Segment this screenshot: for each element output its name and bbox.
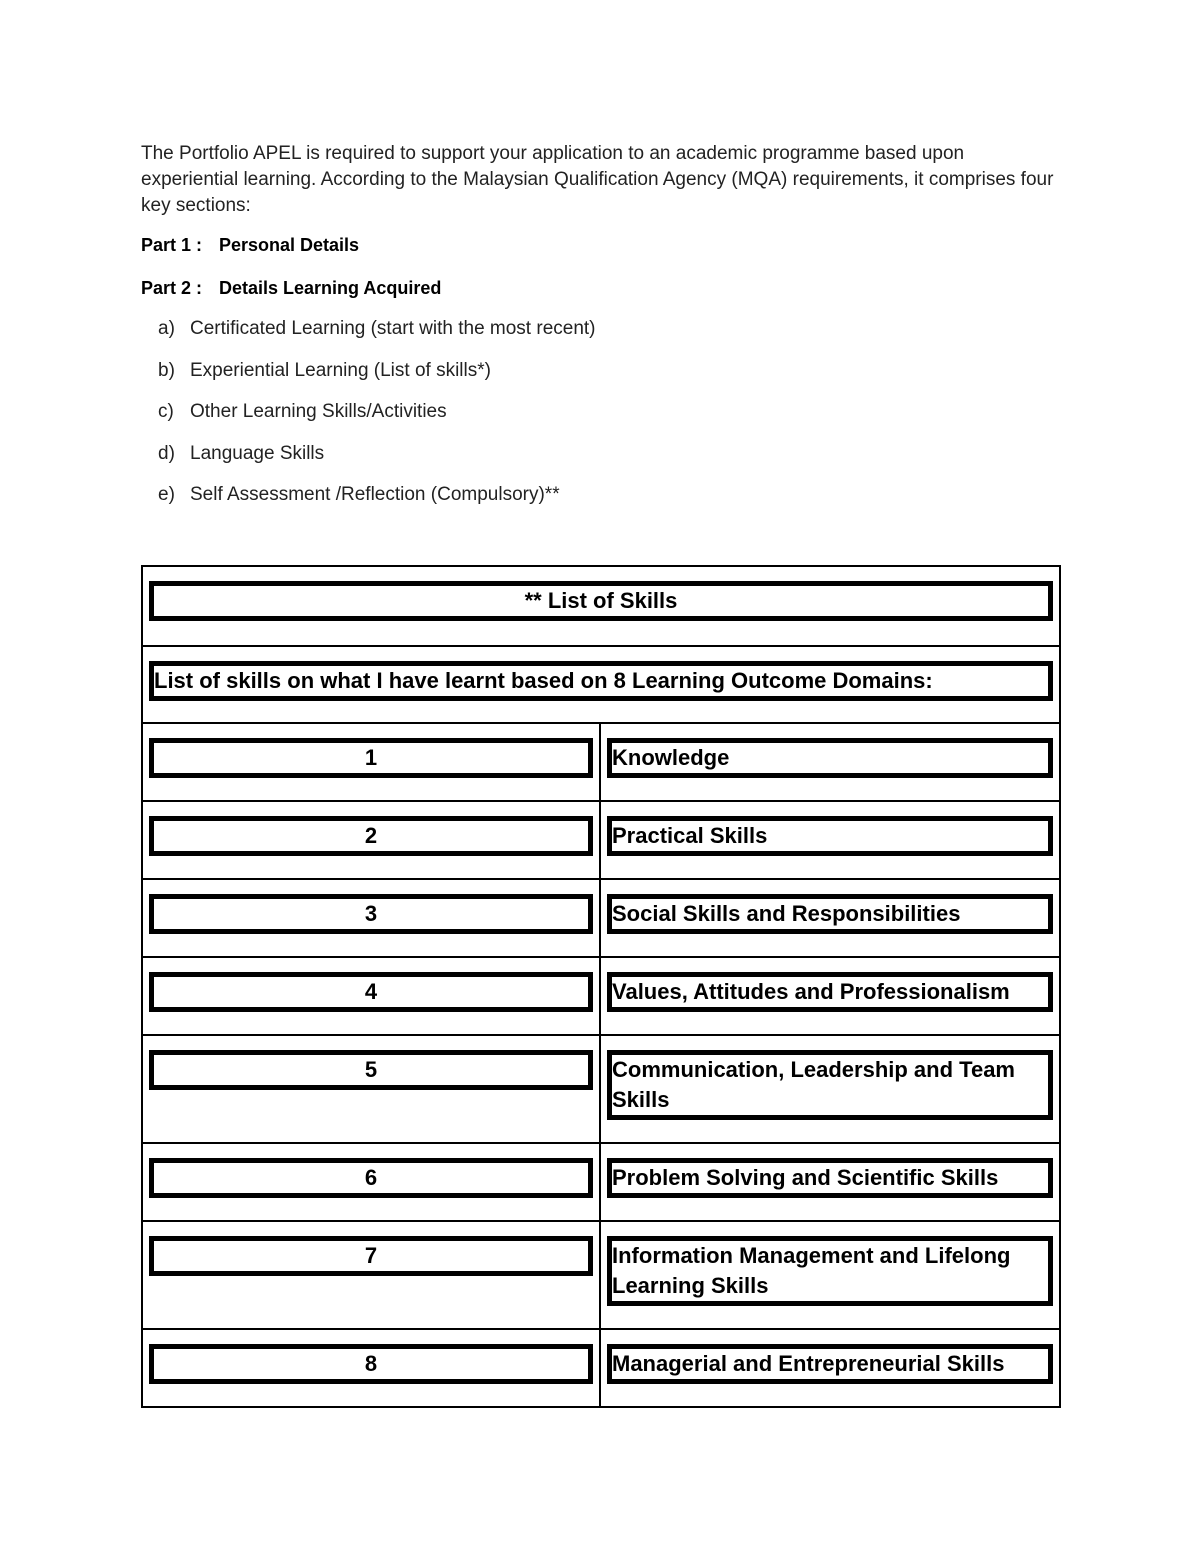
domain-number: 1	[149, 738, 593, 778]
table-row	[142, 801, 1060, 879]
domain-name: Communication, Leadership and Team Skills	[607, 1050, 1053, 1120]
part-title: Details Learning Acquired	[219, 278, 442, 298]
table-row	[142, 957, 1060, 1035]
domain-name: Practical Skills	[607, 816, 1053, 856]
domain-name: Knowledge	[607, 738, 1053, 778]
domain-cell	[600, 1143, 1060, 1221]
number-cell	[142, 1329, 600, 1407]
domain-number: 3	[149, 894, 593, 934]
domain-name: Social Skills and Responsibilities	[607, 894, 1053, 934]
skills-table	[141, 565, 1061, 1408]
heading-cell	[142, 566, 1060, 646]
domain-cell	[600, 879, 1060, 957]
list-text: Experiential Learning (List of skills*)	[190, 360, 491, 381]
domain-number: 5	[149, 1050, 593, 1090]
domain-name: Managerial and Entrepreneurial Skills	[607, 1344, 1053, 1384]
domain-number: 4	[149, 972, 593, 1012]
domain-cell	[600, 1329, 1060, 1407]
list-text: Other Learning Skills/Activities	[190, 401, 447, 422]
domain-name: Problem Solving and Scientific Skills	[607, 1158, 1053, 1198]
table-heading: ** List of Skills	[149, 581, 1053, 621]
part-label: Part 1 :	[141, 235, 203, 255]
domain-number: 6	[149, 1158, 593, 1198]
table-subheading: List of skills on what I have learnt based on 8 Learning Outcome Domains:	[149, 661, 1053, 701]
table-row	[142, 723, 1060, 801]
list-marker: e)	[158, 484, 175, 505]
part-title: Personal Details	[219, 235, 360, 255]
number-cell	[142, 723, 600, 801]
table-row	[142, 1035, 1060, 1143]
number-cell	[142, 1143, 600, 1221]
list-text: Self Assessment /Reflection (Compulsory)**	[190, 484, 560, 505]
domain-cell	[600, 957, 1060, 1035]
domain-cell	[600, 801, 1060, 879]
list-text: Certificated Learning (start with the most recent)	[190, 318, 596, 339]
list-marker: a)	[158, 318, 175, 339]
number-cell	[142, 957, 600, 1035]
table-row	[142, 879, 1060, 957]
list-marker: d)	[158, 443, 175, 464]
table-row	[142, 1143, 1060, 1221]
list-item	[158, 443, 324, 465]
table-row	[142, 1329, 1060, 1407]
domain-number: 2	[149, 816, 593, 856]
domain-cell	[600, 723, 1060, 801]
list-text: Language Skills	[190, 443, 325, 464]
list-marker: c)	[158, 401, 174, 422]
domain-name: Values, Attitudes and Professionalism	[607, 972, 1053, 1012]
table-row	[142, 646, 1060, 723]
subheading-cell	[142, 646, 1060, 723]
table-row	[142, 566, 1060, 646]
part-label: Part 2 :	[141, 278, 203, 298]
list-item	[158, 360, 491, 382]
domain-cell	[600, 1221, 1060, 1329]
list-item	[158, 401, 447, 423]
list-marker: b)	[158, 360, 175, 381]
domain-number: 7	[149, 1236, 593, 1276]
table-row	[142, 1221, 1060, 1329]
number-cell	[142, 801, 600, 879]
list-item	[158, 484, 560, 506]
part-2-heading	[141, 278, 441, 299]
domain-number: 8	[149, 1344, 593, 1384]
number-cell	[142, 1221, 600, 1329]
part-1-heading	[141, 235, 359, 256]
number-cell	[142, 1035, 600, 1143]
list-item	[158, 318, 596, 340]
intro-paragraph: The Portfolio APEL is required to support your application to an academic programme based upon experiential learning. According to the Malaysian Qualification Agency (MQA) requirements, it comprises four key sections:	[141, 143, 1054, 216]
domain-name: Information Management and Lifelong Learning Skills	[607, 1236, 1053, 1306]
domain-cell	[600, 1035, 1060, 1143]
number-cell	[142, 879, 600, 957]
